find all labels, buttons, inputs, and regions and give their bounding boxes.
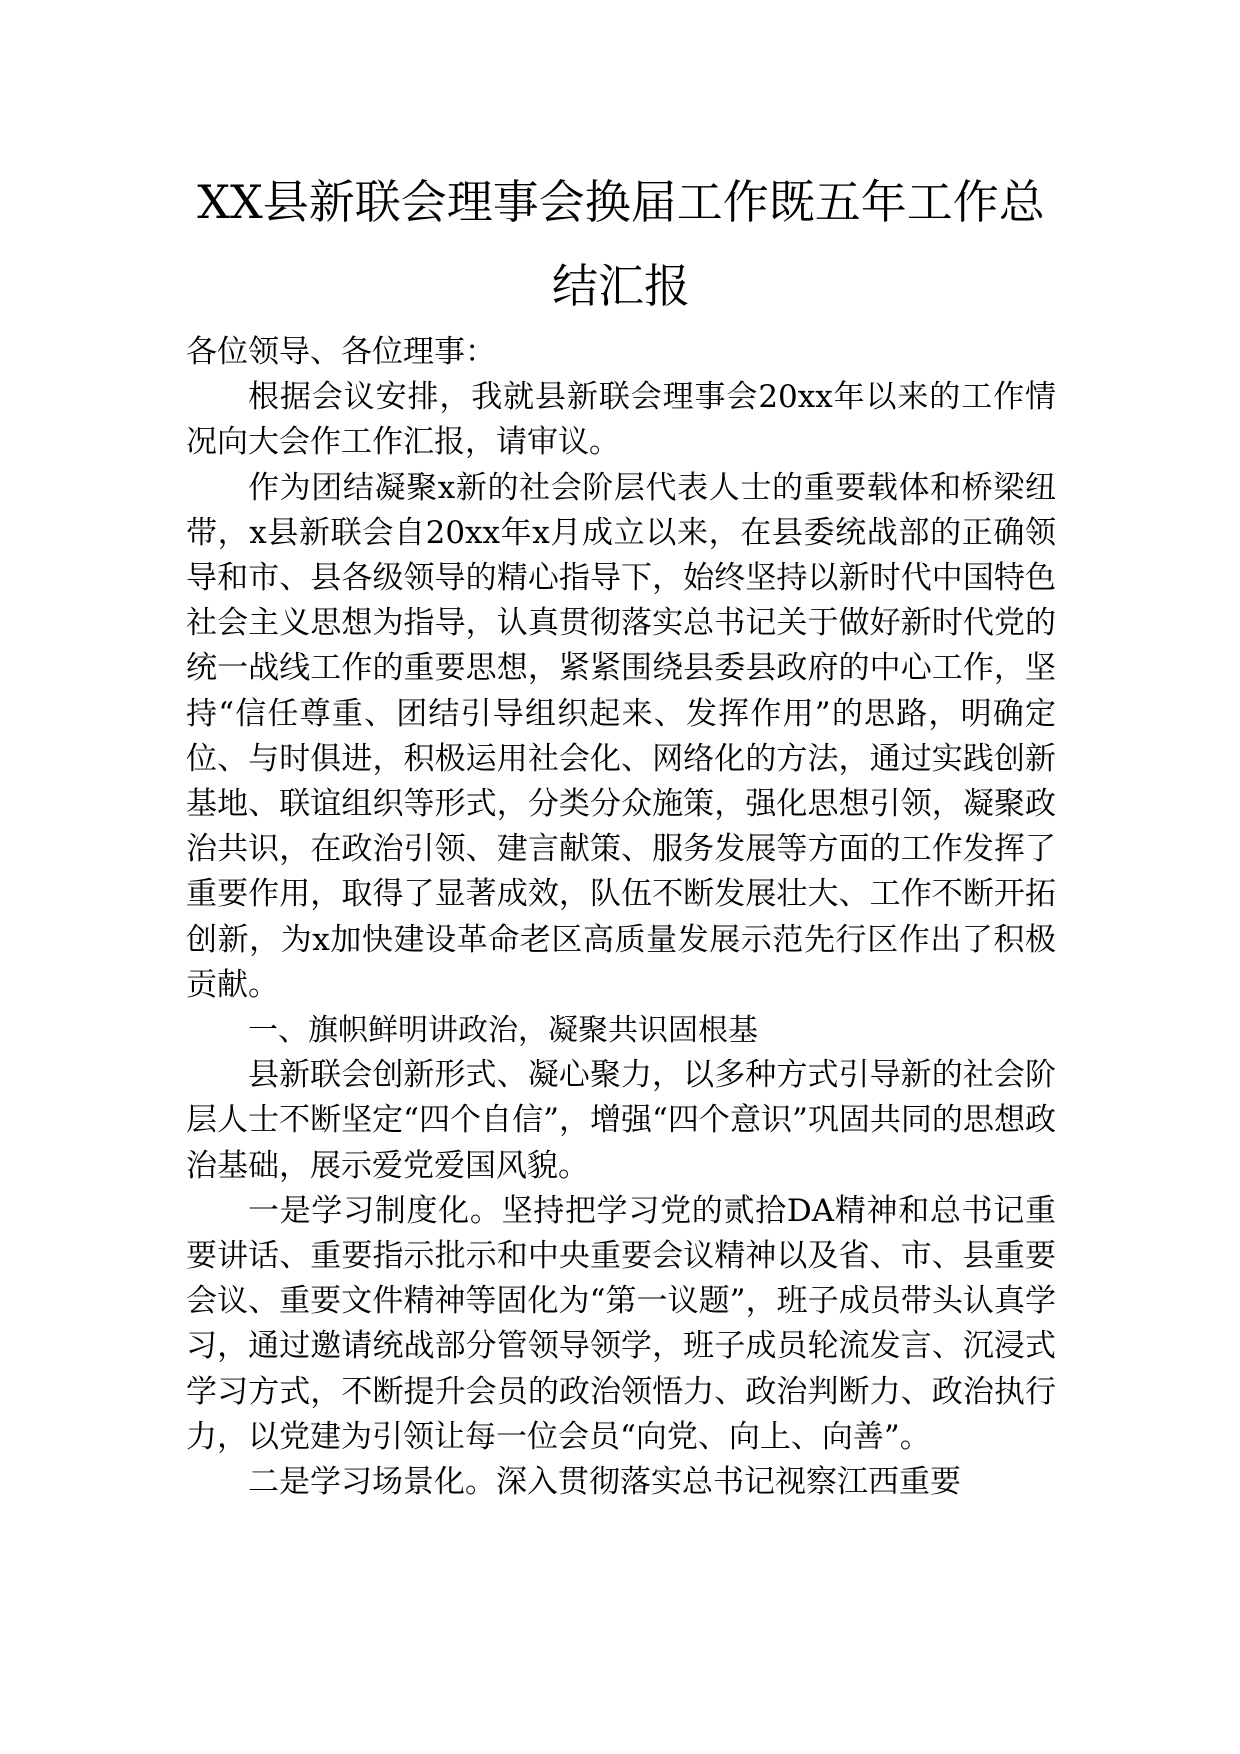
paragraph-study-scenario: 二是学习场景化。深入贯彻落实总书记视察江西重要	[248, 1464, 961, 1501]
document-title: XX县新联会理事会换届工作既五年工作总结汇报	[197, 175, 1045, 313]
paragraph-section-intro: 县新联会创新形式、凝心聚力，以多种方式引导新的社会阶层人士不断坚定“四个自信”，增强“四个意识”巩固共同的思想政治基础，展示爱党爱国风貌。	[186, 1057, 1056, 1184]
paragraph-intro: 根据会议安排，我就县新联会理事会20xx年以来的工作情况向大会作工作汇报，请审议。	[186, 379, 1056, 461]
paragraph-study-system: 一是学习制度化。坚持把学习党的贰拾DA精神和总书记重要讲话、重要指示批示和中央重要会议精神以及省、市、县重要会议、重要文件精神等固化为“第一议题”，班子成员带头认真学习，通过邀请统战部分管领导领学，班子成员轮流发言、沉浸式学习方式，不断提升会员的政治领悟力、政治判断力、政治执行力，以党建为引领让每一位会员“向党、向上、向善”。	[186, 1192, 1056, 1455]
salutation: 各位领导、各位理事：	[186, 334, 496, 370]
paragraph-overview: 作为团结凝聚x新的社会阶层代表人士的重要载体和桥梁纽带，x县新联会自20xx年x月成立以来，在县委统战部的正确领导和市、县各级领导的精心指导下，始终坚持以新时代中国特色社会主义思想为指导，认真贯彻落实总书记关于做好新时代党的统一战线工作的重要思想，紧紧围绕县委县政府的中心工作，坚持“信任尊重、团结引导组织起来、发挥作用”的思路，明确定位、与时俱进，积极运用社会化、网络化的方法，通过实践创新基地、联谊组织等形式，分类分众施策，强化思想引领，凝聚政治共识，在政治引领、建言献策、服务发展等方面的工作发挥了重要作用，取得了显著成效，队伍不断发展壮大、工作不断开拓创新，为x加快建设革命老区高质量发展示范先行区作出了积极贡献。	[186, 469, 1056, 1003]
section-heading: 一、旗帜鲜明讲政治，凝聚共识固根基	[248, 1013, 758, 1049]
document-body	[186, 330, 1056, 1505]
